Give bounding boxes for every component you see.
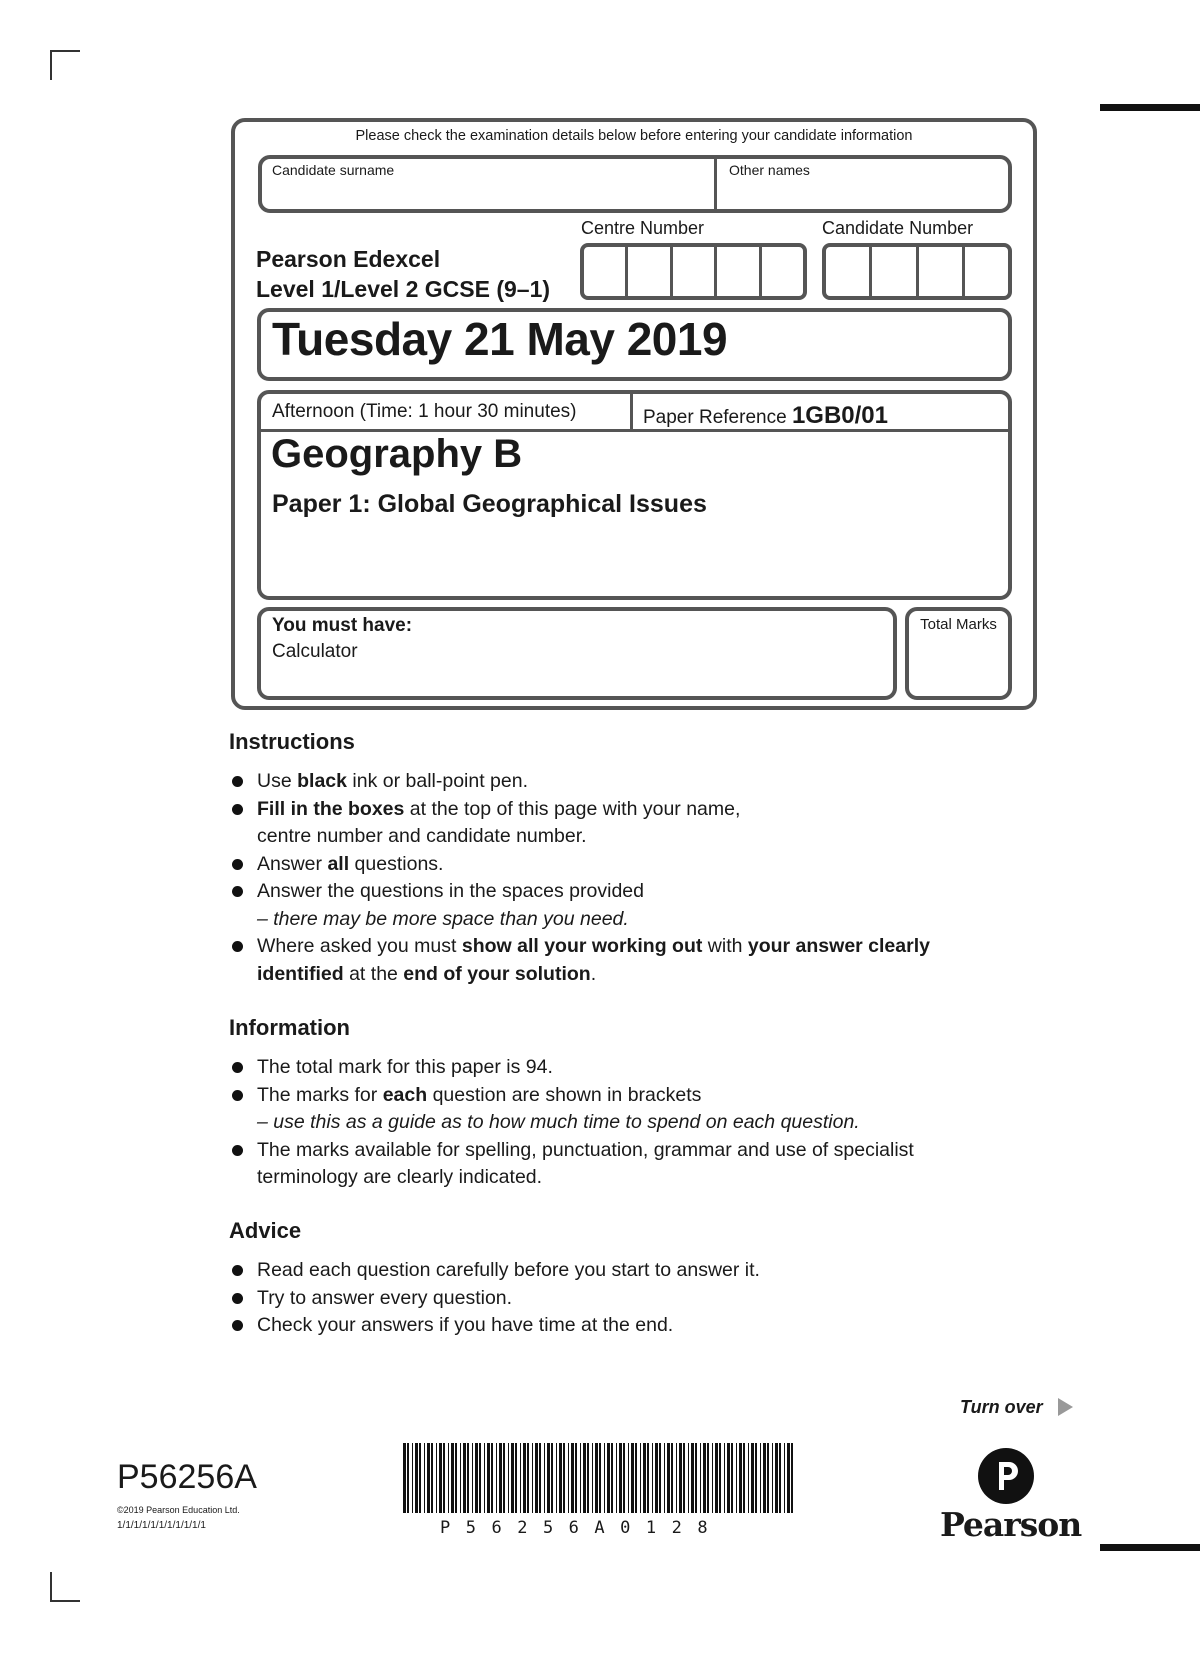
list-item: Read each question carefully before you start to answer it. <box>230 1257 1010 1285</box>
barcode-bar <box>583 1443 586 1513</box>
barcode-bar <box>484 1443 485 1513</box>
barcode-bar <box>436 1443 437 1513</box>
barcode-bar <box>479 1443 481 1513</box>
barcode-bar <box>616 1443 617 1513</box>
barcode-bar <box>499 1443 502 1513</box>
barcode-bar <box>508 1443 509 1513</box>
barcode-bar <box>736 1443 737 1513</box>
barcode-bar <box>592 1443 593 1513</box>
triangle-right-icon <box>1058 1398 1073 1416</box>
barcode-bar <box>535 1443 538 1513</box>
list-item: The marks for each question are shown in brackets – use this as a guide as to how much time to spend on each question. <box>230 1082 1010 1137</box>
barcode-bar <box>580 1443 581 1513</box>
list-item: Try to answer every question. <box>230 1285 1010 1313</box>
barcode-bar <box>431 1443 433 1513</box>
barcode-bar <box>475 1443 478 1513</box>
barcode-bar <box>763 1443 766 1513</box>
edge-bar <box>1100 104 1200 111</box>
barcode-bar <box>443 1443 445 1513</box>
centre-number-label: Centre Number <box>581 218 705 238</box>
barcode-bar <box>619 1443 622 1513</box>
print-code: 1/1/1/1/1/1/1/1/1/1/1 <box>117 1520 206 1531</box>
barcode-bar <box>791 1443 793 1513</box>
barcode-bar <box>779 1443 781 1513</box>
candidate-number-label: Candidate Number <box>822 218 974 238</box>
edge-bar <box>1100 1544 1200 1551</box>
barcode-bar <box>448 1443 449 1513</box>
list-item: Answer all questions. <box>230 851 1010 879</box>
paper-reference <box>643 402 888 430</box>
advice-heading: Advice <box>229 1218 302 1243</box>
check-instruction: Please check the examination details below before entering your candidate information <box>355 128 913 144</box>
barcode-bar <box>760 1443 761 1513</box>
advice-list <box>230 1257 1010 1340</box>
barcode-bar <box>587 1443 589 1513</box>
digit-box[interactable] <box>826 247 872 296</box>
equipment-label: You must have: <box>272 615 413 636</box>
other-names-field[interactable]: Other names <box>729 162 810 178</box>
barcode-bar <box>667 1443 670 1513</box>
total-marks-label: Total Marks <box>920 616 997 633</box>
centre-number-boxes[interactable] <box>580 243 807 300</box>
crop-mark <box>50 1600 80 1602</box>
divider <box>630 392 633 430</box>
barcode-bar <box>527 1443 529 1513</box>
barcode-bar <box>659 1443 661 1513</box>
barcode-bar <box>683 1443 685 1513</box>
qualification-level: Level 1/Level 2 GCSE (9–1) <box>256 276 551 302</box>
barcode-bar <box>664 1443 665 1513</box>
barcode-bar <box>679 1443 682 1513</box>
barcode-bar <box>775 1443 778 1513</box>
barcode-bar <box>563 1443 565 1513</box>
barcode-bar <box>523 1443 526 1513</box>
barcode-bar <box>643 1443 646 1513</box>
copyright: ©2019 Pearson Education Ltd. <box>117 1505 240 1515</box>
barcode-bar <box>715 1443 718 1513</box>
list-item: The marks available for spelling, punctuation, grammar and use of specialist terminology are clearly indicated. <box>230 1137 1010 1192</box>
barcode-bar <box>707 1443 709 1513</box>
barcode-bar <box>743 1443 745 1513</box>
list-item: Where asked you must show all your working out with your answer clearly identified at the end of your solution. <box>230 933 1010 988</box>
barcode-bar <box>460 1443 461 1513</box>
exam-session: Afternoon (Time: 1 hour 30 minutes) <box>272 401 577 422</box>
barcode-bar <box>724 1443 725 1513</box>
crop-mark <box>50 50 80 52</box>
digit-box[interactable] <box>919 247 965 296</box>
surname-field[interactable]: Candidate surname <box>272 162 395 178</box>
barcode-bar <box>556 1443 557 1513</box>
barcode-bar <box>515 1443 517 1513</box>
barcode-bar <box>496 1443 497 1513</box>
list-item: Answer the questions in the spaces provided – there may be more space than you need. <box>230 878 1010 933</box>
barcode-bar <box>628 1443 629 1513</box>
barcode-bar <box>419 1443 421 1513</box>
barcode-bar <box>784 1443 785 1513</box>
barcode-bar <box>655 1443 658 1513</box>
barcode-bar <box>772 1443 773 1513</box>
barcode-bar <box>575 1443 577 1513</box>
barcode-bar <box>424 1443 425 1513</box>
paper-reference-label: Paper Reference <box>643 407 787 428</box>
barcode-bar <box>463 1443 466 1513</box>
list-item: The total mark for this paper is 94. <box>230 1054 1010 1082</box>
barcode-bar <box>539 1443 541 1513</box>
list-item: Fill in the boxes at the top of this page with your name, centre number and candidate number. <box>230 796 1010 851</box>
barcode-bar <box>691 1443 694 1513</box>
barcode-bar <box>532 1443 533 1513</box>
list-item: Check your answers if you have time at the end. <box>230 1312 1010 1340</box>
barcode-bar <box>571 1443 574 1513</box>
barcode <box>403 1443 798 1519</box>
barcode-bar <box>712 1443 713 1513</box>
barcode-bar <box>415 1443 418 1513</box>
barcode-bar <box>403 1443 406 1513</box>
turn-over-label: Turn over <box>960 1397 1043 1417</box>
crop-mark <box>50 50 52 80</box>
barcode-bar <box>455 1443 457 1513</box>
barcode-bar <box>719 1443 721 1513</box>
barcode-bar <box>703 1443 706 1513</box>
barcode-bar <box>544 1443 545 1513</box>
barcode-bar <box>487 1443 490 1513</box>
barcode-bar <box>767 1443 769 1513</box>
barcode-bar <box>551 1443 553 1513</box>
barcode-bar <box>688 1443 689 1513</box>
barcode-bar <box>635 1443 637 1513</box>
list-item: Use black ink or ball-point pen. <box>230 768 1010 796</box>
barcode-text: P56256A0128 <box>440 1518 724 1538</box>
digit-box[interactable] <box>872 247 918 296</box>
barcode-bar <box>520 1443 521 1513</box>
barcode-bar <box>451 1443 454 1513</box>
equipment-value: Calculator <box>272 641 358 662</box>
barcode-bar <box>491 1443 493 1513</box>
barcode-bar <box>787 1443 790 1513</box>
barcode-bar <box>676 1443 677 1513</box>
barcode-bar <box>611 1443 613 1513</box>
digit-box[interactable] <box>673 247 717 296</box>
barcode-bar <box>467 1443 469 1513</box>
barcode-bar <box>631 1443 634 1513</box>
pearson-logo-text: Pearson <box>940 1505 1082 1544</box>
barcode-bar <box>700 1443 701 1513</box>
barcode-bar <box>727 1443 730 1513</box>
subject-title: Geography B <box>271 432 523 476</box>
digit-box[interactable] <box>717 247 761 296</box>
barcode-bar <box>472 1443 473 1513</box>
barcode-bar <box>511 1443 514 1513</box>
pearson-logo-icon <box>978 1448 1034 1504</box>
barcode-bar <box>427 1443 430 1513</box>
barcode-bar <box>568 1443 569 1513</box>
crop-mark <box>50 1572 52 1602</box>
barcode-bar <box>751 1443 754 1513</box>
digit-box[interactable] <box>965 247 1008 296</box>
barcode-bar <box>748 1443 749 1513</box>
barcode-bar <box>547 1443 550 1513</box>
instructions-heading: Instructions <box>229 729 355 754</box>
barcode-bar <box>595 1443 598 1513</box>
barcode-bar <box>607 1443 610 1513</box>
digit-box[interactable] <box>584 247 628 296</box>
digit-box[interactable] <box>628 247 672 296</box>
barcode-bar <box>695 1443 697 1513</box>
barcode-bar <box>731 1443 733 1513</box>
barcode-bar <box>755 1443 757 1513</box>
barcode-bar <box>604 1443 605 1513</box>
barcode-bar <box>407 1443 409 1513</box>
barcode-bar <box>647 1443 649 1513</box>
information-list <box>230 1054 1010 1192</box>
barcode-bar <box>623 1443 625 1513</box>
paper-title: Paper 1: Global Geographical Issues <box>272 490 707 518</box>
exam-date: Tuesday 21 May 2019 <box>272 313 728 365</box>
name-divider <box>714 157 717 211</box>
barcode-bar <box>559 1443 562 1513</box>
barcode-bar <box>652 1443 653 1513</box>
exam-board <box>256 244 550 304</box>
paper-code: P56256A <box>117 1458 257 1496</box>
paper-reference-code: 1GB0/01 <box>791 402 888 429</box>
barcode-bar <box>599 1443 601 1513</box>
barcode-bar <box>439 1443 442 1513</box>
information-heading: Information <box>229 1015 350 1040</box>
digit-box[interactable] <box>762 247 803 296</box>
barcode-bar <box>640 1443 641 1513</box>
barcode-bar <box>412 1443 413 1513</box>
barcode-bar <box>739 1443 742 1513</box>
instructions-list <box>230 768 1010 988</box>
barcode-bar <box>503 1443 505 1513</box>
board-name: Pearson Edexcel <box>256 246 441 272</box>
barcode-bar <box>671 1443 673 1513</box>
candidate-number-boxes[interactable] <box>822 243 1012 300</box>
